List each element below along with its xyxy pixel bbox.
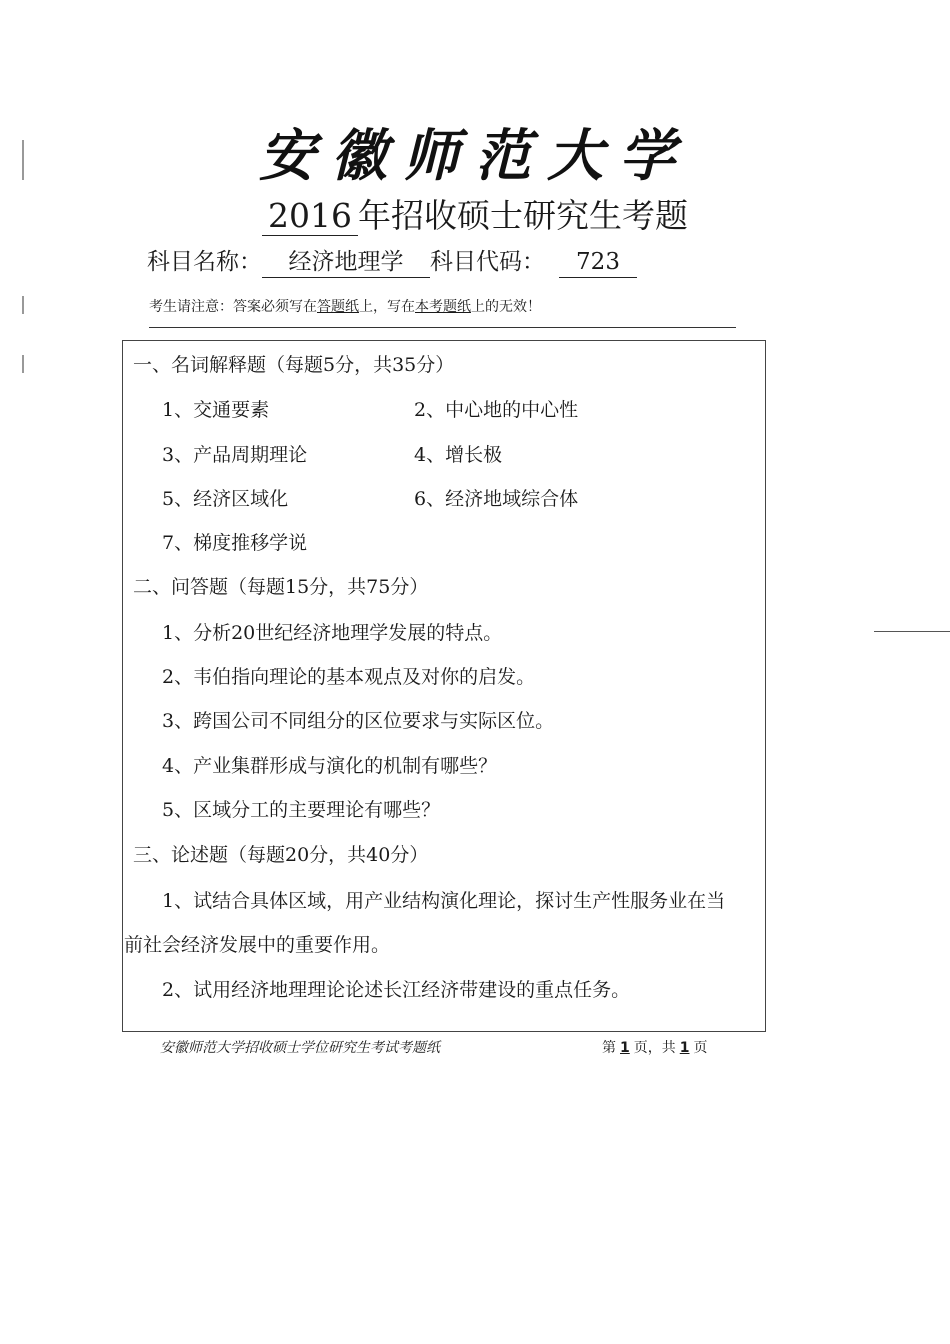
list-item: 4、增长极 — [414, 444, 503, 466]
scan-artifact-line — [874, 631, 950, 632]
notice-prefix: 考生请注意：答案必须写在 — [149, 299, 317, 315]
subject-label: 科目名称： — [147, 249, 262, 275]
section-heading-1: 一、名词解释题（每题5分，共35分） — [133, 354, 455, 376]
list-item: 6、经济地域综合体 — [414, 488, 579, 510]
list-item: 3、跨国公司不同组分的区位要求与实际区位。 — [162, 710, 555, 732]
notice-suffix: 上的无效！ — [471, 299, 541, 315]
exam-year: 2016 — [262, 197, 358, 236]
code-label: 科目代码： — [430, 249, 545, 275]
exam-title-text: 年招收硕士研究生考题 — [357, 196, 688, 235]
list-item: 1、试结合具体区域，用产业结构演化理论，探讨生产性服务业在当 — [162, 890, 726, 912]
scan-artifact-mark — [22, 296, 24, 314]
list-item: 1、分析20世纪经济地理学发展的特点。 — [162, 622, 503, 644]
exam-title — [0, 190, 950, 237]
exam-notice — [149, 296, 541, 316]
list-item: 前社会经济发展中的重要作用。 — [124, 934, 391, 956]
subject-name: 经济地理学 — [262, 249, 430, 278]
list-item: 3、产品周期理论 — [162, 444, 308, 466]
footer-label: 安徽师范大学招收硕士学位研究生考试考题纸 — [160, 1040, 440, 1056]
page-number — [602, 1037, 708, 1057]
scan-artifact-mark — [22, 140, 24, 180]
notice-mid: 上，写在 — [359, 299, 415, 315]
list-item: 2、中心地的中心性 — [414, 399, 579, 421]
list-item: 2、试用经济地理理论论述长江经济带建设的重点任务。 — [162, 979, 631, 1001]
university-logo: 安徽师范大学 — [259, 123, 691, 189]
list-item: 5、经济区域化 — [162, 488, 289, 510]
page-mid: 页，共 — [633, 1040, 676, 1056]
list-item: 7、梯度推移学说 — [162, 532, 308, 554]
subject-line — [147, 243, 637, 278]
scan-artifact-mark — [22, 355, 24, 373]
list-item: 1、交通要素 — [162, 399, 270, 421]
list-item: 5、区域分工的主要理论有哪些？ — [162, 799, 441, 821]
section-heading-3: 三、论述题（每题20分，共40分） — [133, 844, 429, 866]
notice-question-sheet: 本考题纸 — [415, 299, 471, 315]
page-total: 1 — [679, 1040, 690, 1056]
list-item: 2、韦伯指向理论的基本观点及对你的启发。 — [162, 666, 536, 688]
subject-code: 723 — [559, 249, 637, 278]
page-current: 1 — [620, 1040, 630, 1056]
page-prefix: 第 — [602, 1040, 616, 1056]
section-heading-2: 二、问答题（每题15分，共75分） — [133, 576, 429, 598]
notice-answer-sheet: 答题纸 — [317, 299, 359, 315]
page-suffix: 页 — [693, 1040, 708, 1056]
list-item: 4、产业集群形成与演化的机制有哪些？ — [162, 755, 498, 777]
header-divider — [149, 327, 736, 328]
